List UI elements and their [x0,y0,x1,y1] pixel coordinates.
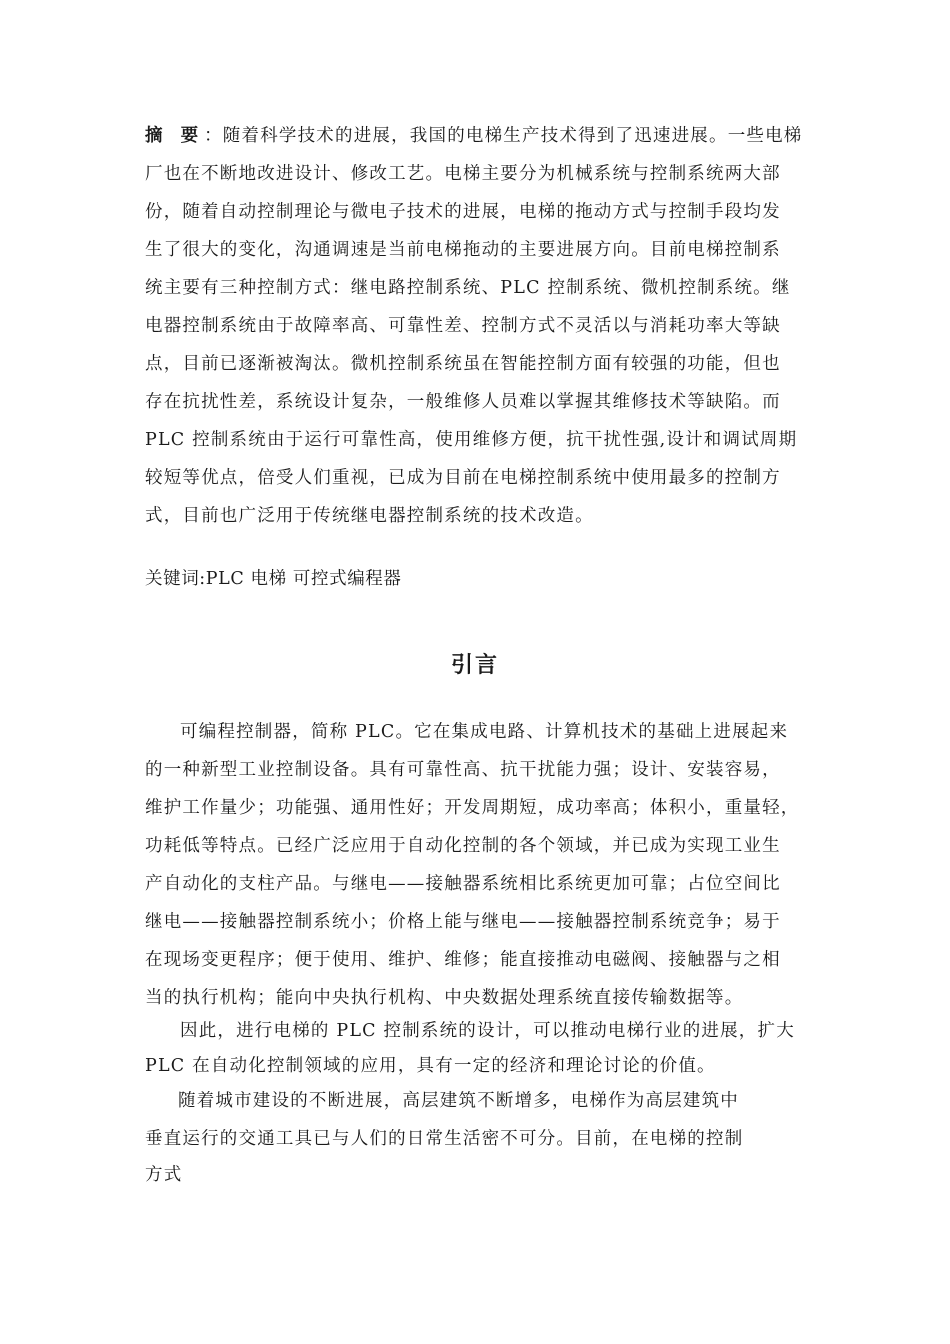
intro-line-4: 功耗低等特点。已经广泛应用于自动化控制的各个领域，并已成为实现工业生 [145,836,781,856]
intro-line-2: 的一种新型工业控制设备。具有可靠性高、抗干扰能力强；设计、安装容易， [145,760,781,780]
abstract-line-7: 点，目前已逐渐被淘汰。微机控制系统虽在智能控制方面有较强的功能，但也 [145,354,781,374]
abstract-line-9: PLC 控制系统由于运行可靠性高，使用维修方便，抗干扰性强,设计和调试周期 [145,430,798,450]
abstract-line-1 [145,125,803,147]
abstract-line-6: 电器控制系统由于故障率高、可靠性差、控制方式不灵活以与消耗功率大等缺 [145,316,781,336]
abstract-line-5: 统主要有三种控制方式：继电路控制系统、PLC 控制系统、微机控制系统。继 [145,278,791,298]
intro-line-13: 方式 [145,1165,183,1185]
intro-line-6: 继电——接触器控制系统小；价格上能与继电——接触器控制系统竞争；易于 [145,912,781,932]
intro-line-5: 产自动化的支柱产品。与继电——接触器系统相比系统更加可靠；占位空间比 [145,874,781,894]
abstract-line-8: 存在抗扰性差，系统设计复杂，一般维修人员难以掌握其维修技术等缺陷。而 [145,392,781,412]
abstract-text: ：随着科学技术的进展，我国的电梯生产技术得到了迅速进展。一些电梯 [204,126,803,146]
abstract-line-4: 生了很大的变化，沟通调速是当前电梯拖动的主要进展方向。目前电梯控制系 [145,240,781,260]
intro-line-12: 垂直运行的交通工具已与人们的日常生活密不可分。目前，在电梯的控制 [145,1129,744,1149]
intro-line-11: 随着城市建设的不断进展，高层建筑不断增多，电梯作为高层建筑中 [178,1091,739,1111]
intro-line-8: 当的执行机构；能向中央执行机构、中央数据处理系统直接传输数据等。 [145,988,744,1008]
intro-line-1: 可编程控制器，简称 PLC。它在集成电路、计算机技术的基础上进展起来 [180,722,789,742]
intro-line-9: 因此，进行电梯的 PLC 控制系统的设计，可以推动电梯行业的进展，扩大 [180,1021,795,1041]
intro-line-10: PLC 在自动化控制领域的应用，具有一定的经济和理论讨论的价值。 [145,1056,716,1076]
abstract-line-10: 较短等优点，倍受人们重视，已成为目前在电梯控制系统中使用最多的控制方 [145,468,781,488]
abstract-line-11: 式，目前也广泛用于传统继电器控制系统的技术改造。 [145,506,594,526]
abstract-line-3: 份，随着自动控制理论与微电子技术的进展，电梯的拖动方式与控制手段均发 [145,202,781,222]
intro-line-3: 维护工作量少；功能强、通用性好；开发周期短，成功率高；体积小，重量轻， [145,798,800,818]
section-heading-intro: 引言 [450,652,499,678]
abstract-line-2: 厂也在不断地改进设计、修改工艺。电梯主要分为机械系统与控制系统两大部 [145,164,781,184]
abstract-label: 摘 要 [145,126,205,146]
keywords: 关键词:PLC 电梯 可控式编程器 [145,569,402,589]
intro-line-7: 在现场变更程序；便于使用、维护、维修；能直接推动电磁阀、接触器与之相 [145,950,781,970]
